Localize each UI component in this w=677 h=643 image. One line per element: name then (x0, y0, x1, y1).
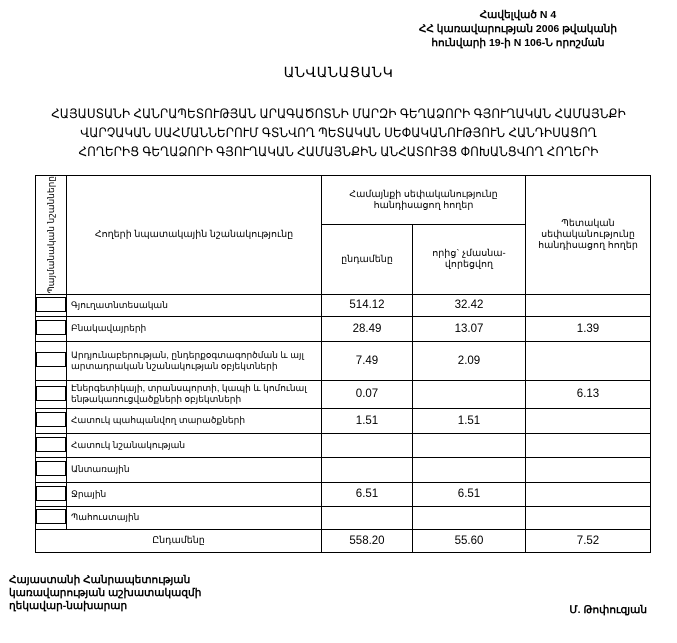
unprivatized-cell: 13.07 (413, 316, 526, 341)
total-unprivatized: 55.60 (413, 529, 526, 552)
legend-symbol-box (36, 297, 66, 312)
annex-line: Հավելված N 4 (479, 9, 557, 21)
state-cell (526, 482, 651, 506)
symbol-cell (36, 316, 67, 341)
purpose-cell: Հատուկ նշանակության (67, 433, 322, 457)
symbol-cell (36, 506, 67, 529)
table-row (36, 506, 651, 529)
total-value: 558.20 (322, 529, 413, 552)
signatory-line: ղեկավար-նախարար (9, 600, 128, 612)
total-cell: 0.07 (322, 380, 413, 408)
purpose-cell: Պահուստային (67, 506, 322, 529)
legend-symbol-box (36, 437, 66, 452)
table-row (36, 380, 651, 408)
table-row (36, 341, 651, 380)
state-cell (526, 341, 651, 380)
table-row (36, 408, 651, 433)
table-row (36, 482, 651, 506)
total-row (36, 529, 651, 552)
total-cell: 514.12 (322, 294, 413, 316)
land-table (35, 175, 651, 553)
state-cell (526, 294, 651, 316)
signatory-name: Մ. Թոփուզյան (569, 604, 647, 616)
total-cell: 6.51 (322, 482, 413, 506)
unprivatized-cell (413, 506, 526, 529)
symbol-cell (36, 433, 67, 457)
total-cell (322, 457, 413, 482)
unprivatized-cell: 2.09 (413, 341, 526, 380)
subtitle-line: ՀՈՂԵՐԻՑ ԳԵՂԱՁՈՐԻ ԳՅՈՒՂԱԿԱՆ ՀԱՄԱՅՆՔԻՆ ԱՆՀԱՏՈՒՅՑ ՓՈԽԱՆՑՎՈՂ ՀՈՂԵՐԻ (78, 144, 599, 159)
symbol-cell (36, 341, 67, 380)
unprivatized-cell: 6.51 (413, 482, 526, 506)
header-total: ընդամենը (322, 224, 413, 294)
state-cell: 1.39 (526, 316, 651, 341)
legend-symbol-box (36, 320, 66, 335)
purpose-cell: Անտառային (67, 457, 322, 482)
unprivatized-cell: 1.51 (413, 408, 526, 433)
header-unprivatized: որից` չմասնա-վորեցվող (413, 224, 526, 294)
unprivatized-cell (413, 433, 526, 457)
signatory-title (9, 574, 201, 613)
subtitle-line: ՀԱՅԱՍՏԱՆԻ ՀԱՆՐԱՊԵՏՈՒԹՅԱՆ ԱՐԱԳԱԾՈՏՆԻ ՄԱՐԶԻ ԳԵՂԱՁՈՐԻ ԳՅՈՒՂԱԿԱՆ ՀԱՄԱՅՆՔԻ (51, 106, 626, 121)
unprivatized-cell: 32.42 (413, 294, 526, 316)
total-cell: 1.51 (322, 408, 413, 433)
document-title: ԱՆՎԱՆԱՑԱՆԿ (283, 64, 394, 80)
state-cell: 6.13 (526, 380, 651, 408)
signatory-line: կառավարության աշխատակազմի (9, 587, 202, 599)
unprivatized-cell (413, 457, 526, 482)
purpose-cell: Ջրային (67, 482, 322, 506)
total-label: Ընդամենը (36, 529, 322, 552)
total-cell (322, 433, 413, 457)
table-row (36, 294, 651, 316)
state-cell (526, 408, 651, 433)
table-row (36, 457, 651, 482)
state-cell (526, 506, 651, 529)
total-state: 7.52 (526, 529, 651, 552)
purpose-cell: Գյուղատնտեսական (67, 294, 322, 316)
legend-symbol-box (36, 486, 66, 501)
symbol-cell (36, 482, 67, 506)
annex-line: ՀՀ կառավարության 2006 թվականի (418, 23, 617, 35)
annex-line: հունվարի 19-ի N 106-Ն որոշման (431, 37, 605, 49)
header-community: Համայնքի սեփականությունը հանդիսացող հողեր (322, 176, 526, 225)
purpose-cell: Հատուկ պահպանվող տարածքների (67, 408, 322, 433)
header-purpose: Հողերի նպատակային նշանակությունը (67, 176, 322, 295)
annex-note (419, 8, 617, 50)
symbol-cell (36, 457, 67, 482)
table-row (36, 433, 651, 457)
legend-symbol-box (36, 509, 66, 524)
subtitle-line: ՎԱՐՉԱԿԱՆ ՍԱՀՄԱՆՆԵՐՈՒՄ ԳՏՆՎՈՂ ՊԵՏԱԿԱՆ ՍԵՓԱԿԱՆՈՒԹՅՈՒՆ ՀԱՆԴԻՍԱՑՈՂ (80, 125, 597, 140)
state-cell (526, 433, 651, 457)
legend-symbol-box (36, 386, 66, 401)
table-row (36, 316, 651, 341)
legend-symbol-box (36, 352, 66, 367)
document-subtitle (45, 104, 631, 161)
state-cell (526, 457, 651, 482)
total-cell: 7.49 (322, 341, 413, 380)
signatory-line: Հայաստանի Հանրապետության (9, 574, 191, 586)
purpose-cell: Էներգետիկայի, տրանսպորտի, կապի և կոմունալ ենթակառուցվածքների օբյեկտների (67, 380, 322, 408)
symbol-cell (36, 408, 67, 433)
header-state: Պետական սեփականությունը հանդիսացող հողեր (526, 176, 651, 295)
unprivatized-cell (413, 380, 526, 408)
symbol-cell (36, 294, 67, 316)
header-symbols: Պայմանական նշանները (36, 176, 67, 295)
purpose-cell: Բնակավայրերի (67, 316, 322, 341)
legend-symbol-box (36, 461, 66, 476)
total-cell: 28.49 (322, 316, 413, 341)
legend-symbol-box (36, 412, 66, 427)
total-cell (322, 506, 413, 529)
symbol-cell (36, 380, 67, 408)
purpose-cell: Արդյունաբերության, ընդերքօգտագործման և այլ արտադրական նշանակության օբյեկտների (67, 341, 322, 380)
